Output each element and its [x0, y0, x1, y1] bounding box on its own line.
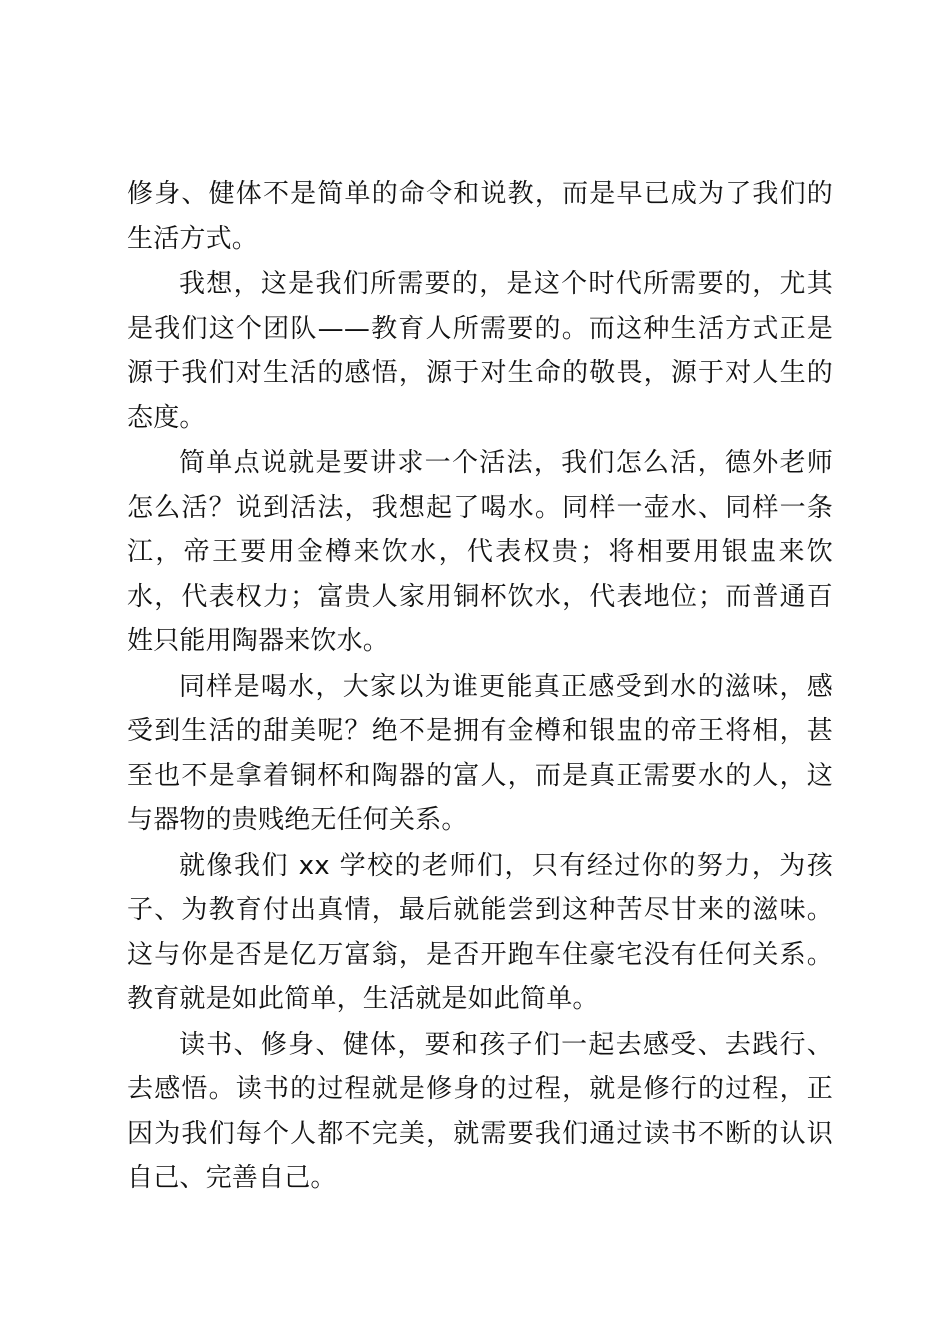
document-body [127, 172, 833, 1202]
paragraph-3: 简单点说就是要讲求一个活法，我们怎么活，德外老师怎么活？说到活法，我想起了喝水。同样一壶水、同样一条江，帝王要用金樽来饮水，代表权贵；将相要用银盅来饮水，代表权力；富贵人家用铜杯饮水，代表地位；而普通百姓只能用陶器来饮水。 [127, 448, 833, 656]
paragraph-2: 我想，这是我们所需要的，是这个时代所需要的，尤其是我们这个团队——教育人所需要的。而这种生活方式正是源于我们对生活的感悟，源于对生命的敬畏，源于对人生的态度。 [127, 269, 833, 433]
paragraph-4: 同样是喝水，大家以为谁更能真正感受到水的滋味，感受到生活的甜美呢？绝不是拥有金樽和银盅的帝王将相，甚至也不是拿着铜杯和陶器的富人，而是真正需要水的人，这与器物的贵贱绝无任何关系。 [127, 671, 833, 835]
paragraph-5: 就像我们 xx 学校的老师们，只有经过你的努力，为孩子、为教育付出真情，最后就能尝到这种苦尽甘来的滋味。这与你是否是亿万富翁，是否开跑车住豪宅没有任何关系。教育就是如此简单，生活就是如此简单。 [127, 850, 833, 1014]
paragraph-6: 读书、修身、健体，要和孩子们一起去感受、去践行、去感悟。读书的过程就是修身的过程，就是修行的过程，正因为我们每个人都不完美，就需要我们通过读书不断的认识自己、完善自己。 [127, 1029, 833, 1193]
paragraph-1: 修身、健体不是简单的命令和说教，而是早已成为了我们的生活方式。 [127, 179, 833, 254]
